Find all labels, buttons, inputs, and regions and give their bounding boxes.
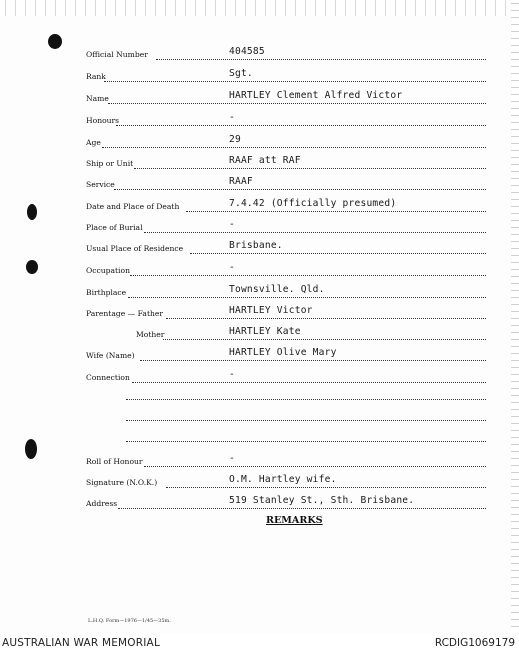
honours-value: - xyxy=(229,112,235,123)
residence-label: Usual Place of Residence xyxy=(86,244,184,253)
age-value: 29 xyxy=(229,134,241,145)
mother-value: HARTLEY Kate xyxy=(229,326,301,337)
signature-label: Signature (N.O.K.) xyxy=(86,478,158,487)
ship-or-unit-label: Ship or Unit xyxy=(86,159,134,168)
dotted-line xyxy=(104,81,486,82)
dotted-line xyxy=(163,339,486,340)
dotted-line xyxy=(130,275,486,276)
dotted-line xyxy=(144,466,486,467)
official-number-label: Official Number xyxy=(86,50,148,59)
wife-label: Wife (Name) xyxy=(86,351,135,360)
birthplace-value: Townsville. Qld. xyxy=(229,284,325,295)
father-value: HARTLEY Victor xyxy=(229,305,313,316)
name-label: Name xyxy=(86,94,109,103)
connection-extra-line xyxy=(126,399,486,400)
dotted-line xyxy=(190,253,486,254)
roll-of-honour-value: - xyxy=(229,453,235,464)
connection-value: - xyxy=(229,369,235,380)
page-right-edge xyxy=(511,0,519,633)
date-place-death-label: Date and Place of Death xyxy=(86,202,180,211)
age-label: Age xyxy=(86,138,101,147)
date-place-death-value: 7.4.42 (Officially presumed) xyxy=(229,198,397,209)
mother-label: Mother xyxy=(136,330,165,339)
place-of-burial-label: Place of Burial xyxy=(86,223,143,232)
dotted-line xyxy=(144,232,486,233)
footer-bar xyxy=(0,633,519,653)
occupation-label: Occupation xyxy=(86,266,130,275)
connection-extra-line xyxy=(126,441,486,442)
punch-hole-3 xyxy=(26,260,38,274)
wife-value: HARTLEY Olive Mary xyxy=(229,347,337,358)
dotted-line xyxy=(116,125,486,126)
residence-value: Brisbane. xyxy=(229,240,283,251)
rank-label: Rank xyxy=(86,72,106,81)
dotted-line xyxy=(108,103,486,104)
remarks-heading: REMARKS xyxy=(266,515,323,526)
dotted-line xyxy=(140,360,486,361)
dotted-line xyxy=(114,189,486,190)
roll-of-honour-label: Roll of Honour xyxy=(86,457,143,466)
dotted-line xyxy=(118,508,486,509)
rank-value: Sgt. xyxy=(229,68,253,79)
connection-label: Connection xyxy=(86,373,130,382)
dotted-line xyxy=(132,382,486,383)
dotted-line xyxy=(156,59,486,60)
address-label: Address xyxy=(86,499,118,508)
birthplace-label: Birthplace xyxy=(86,288,127,297)
footer-source: AUSTRALIAN WAR MEMORIAL xyxy=(2,637,160,649)
place-of-burial-value: - xyxy=(229,219,235,230)
punch-hole-1 xyxy=(48,34,62,49)
connection-extra-line xyxy=(126,420,486,421)
service-label: Service xyxy=(86,180,115,189)
page-top-edge xyxy=(0,0,519,16)
signature-value: O.M. Hartley wife. xyxy=(229,474,337,485)
punch-hole-2 xyxy=(27,204,37,220)
dotted-line xyxy=(166,487,486,488)
name-value: HARTLEY Clement Alfred Victor xyxy=(229,90,403,101)
official-number-value: 404585 xyxy=(229,46,265,57)
address-value: 519 Stanley St., Sth. Brisbane. xyxy=(229,495,415,506)
form-code: L.H.Q. Form—1976—1/45—35m. xyxy=(88,618,171,624)
dotted-line xyxy=(166,318,486,319)
footer-record-id: RCDIG1069179 xyxy=(434,637,515,649)
service-value: RAAF xyxy=(229,176,253,187)
punch-hole-4 xyxy=(25,439,37,459)
dotted-line xyxy=(102,147,486,148)
dotted-line xyxy=(134,168,486,169)
father-label: Parentage — Father xyxy=(86,309,164,318)
occupation-value: - xyxy=(229,262,235,273)
dotted-line xyxy=(186,211,486,212)
ship-or-unit-value: RAAF att RAF xyxy=(229,155,301,166)
dotted-line xyxy=(128,297,486,298)
honours-label: Honours xyxy=(86,116,120,125)
